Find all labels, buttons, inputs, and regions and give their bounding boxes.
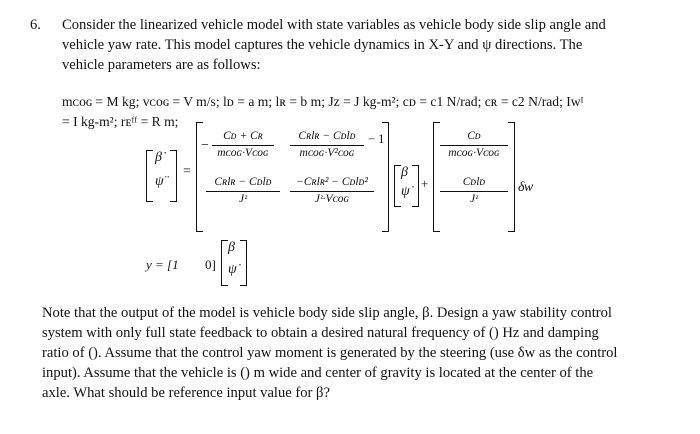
a12-den: mᴄᴏɢ·V²ᴄᴏɢ — [299, 147, 355, 159]
a21-den: Jᶻ — [239, 193, 247, 205]
input-delta: δᴡ — [518, 180, 533, 195]
b-bracket-right — [508, 122, 515, 232]
b1-bar — [440, 145, 508, 146]
note-line-5: axle. What should be reference input value for β? — [42, 385, 330, 401]
note-line-4: input). Assume that the vehicle is () m wide and center of gravity is located at the center of the — [42, 365, 594, 381]
a11-minus: − — [201, 138, 209, 153]
b2-bar — [440, 191, 508, 192]
output-bracket-left — [221, 240, 228, 286]
params-line-2: = I kg-m²; rᴇᶠᶠ = R m; — [62, 114, 179, 129]
problem-number: 6. — [30, 17, 41, 33]
a11-num: Cᴅ + Cʀ — [223, 130, 263, 142]
b-bracket-left — [433, 122, 440, 232]
a22-den: Jᶻ·Vᴄᴏɢ — [314, 193, 350, 205]
intro-line-3: vehicle parameters are as follows: — [62, 57, 261, 73]
output-lhs: y = [1 — [146, 257, 179, 272]
note-line-3: ratio of (). Assume that the control yaw moment is generated by the steering (use δᴡ as the control — [42, 345, 618, 361]
a12-minus-one: − 1 — [368, 132, 385, 146]
output-psi-dot: ψ̇ — [228, 262, 237, 277]
lhs-beta-dot: β̇ — [155, 150, 162, 165]
a-matrix-bracket-right — [382, 122, 389, 232]
intro-line-2: vehicle yaw rate. This model captures the vehicle dynamics in X-Y and ψ directions. The — [62, 37, 583, 53]
params-line-1: mᴄᴏɢ = M kg; vᴄᴏɢ = V m/s; lᴅ = a m; lʀ = b m; Jz = J kg-m²; cᴅ = c1 N/rad; cʀ = c2 N/rad; Iᴡᴵ — [62, 94, 584, 109]
note-line-2: system with only full state feedback to obtain a desired natural frequency of () Hz and damping — [42, 325, 599, 341]
x-bracket-left — [394, 165, 401, 207]
x-psi-dot: ψ̇ — [401, 184, 410, 199]
x-bracket-right — [412, 165, 419, 207]
output-bracket-right — [240, 240, 247, 286]
b2-num: Cᴅlᴅ — [462, 176, 486, 188]
lhs-psi-ddot: ψ̈ — [155, 174, 164, 189]
a22-bar — [290, 191, 374, 192]
plus-sign: + — [421, 176, 429, 191]
lhs-bracket-right — [170, 150, 177, 202]
b1-num: Cᴅ — [467, 130, 481, 142]
output-zero: 0] — [205, 257, 216, 272]
b2-den: Jᶻ — [470, 193, 478, 205]
note-line-1: Note that the output of the model is vehicle body side slip angle, β. Design a yaw stability control — [42, 305, 612, 321]
a21-bar — [206, 191, 280, 192]
b1-den: mᴄᴏɢ·Vᴄᴏɢ — [448, 147, 500, 159]
a12-bar — [290, 145, 364, 146]
x-beta: β — [401, 165, 408, 180]
a11-bar — [212, 145, 274, 146]
equals-sign: = — [183, 164, 191, 179]
intro-line-1: Consider the linearized vehicle model with state variables as vehicle body side slip angle and — [62, 17, 606, 33]
lhs-bracket-left — [146, 150, 153, 202]
a11-den: mᴄᴏɢ·Vᴄᴏɢ — [217, 147, 269, 159]
a22-num: −Cʀlʀ² − Cᴅlᴅ² — [296, 176, 368, 188]
output-beta: β — [228, 240, 235, 255]
a21-num: Cʀlʀ − Cᴅlᴅ — [214, 176, 272, 188]
a12-num: Cʀlʀ − Cᴅlᴅ — [298, 130, 356, 142]
